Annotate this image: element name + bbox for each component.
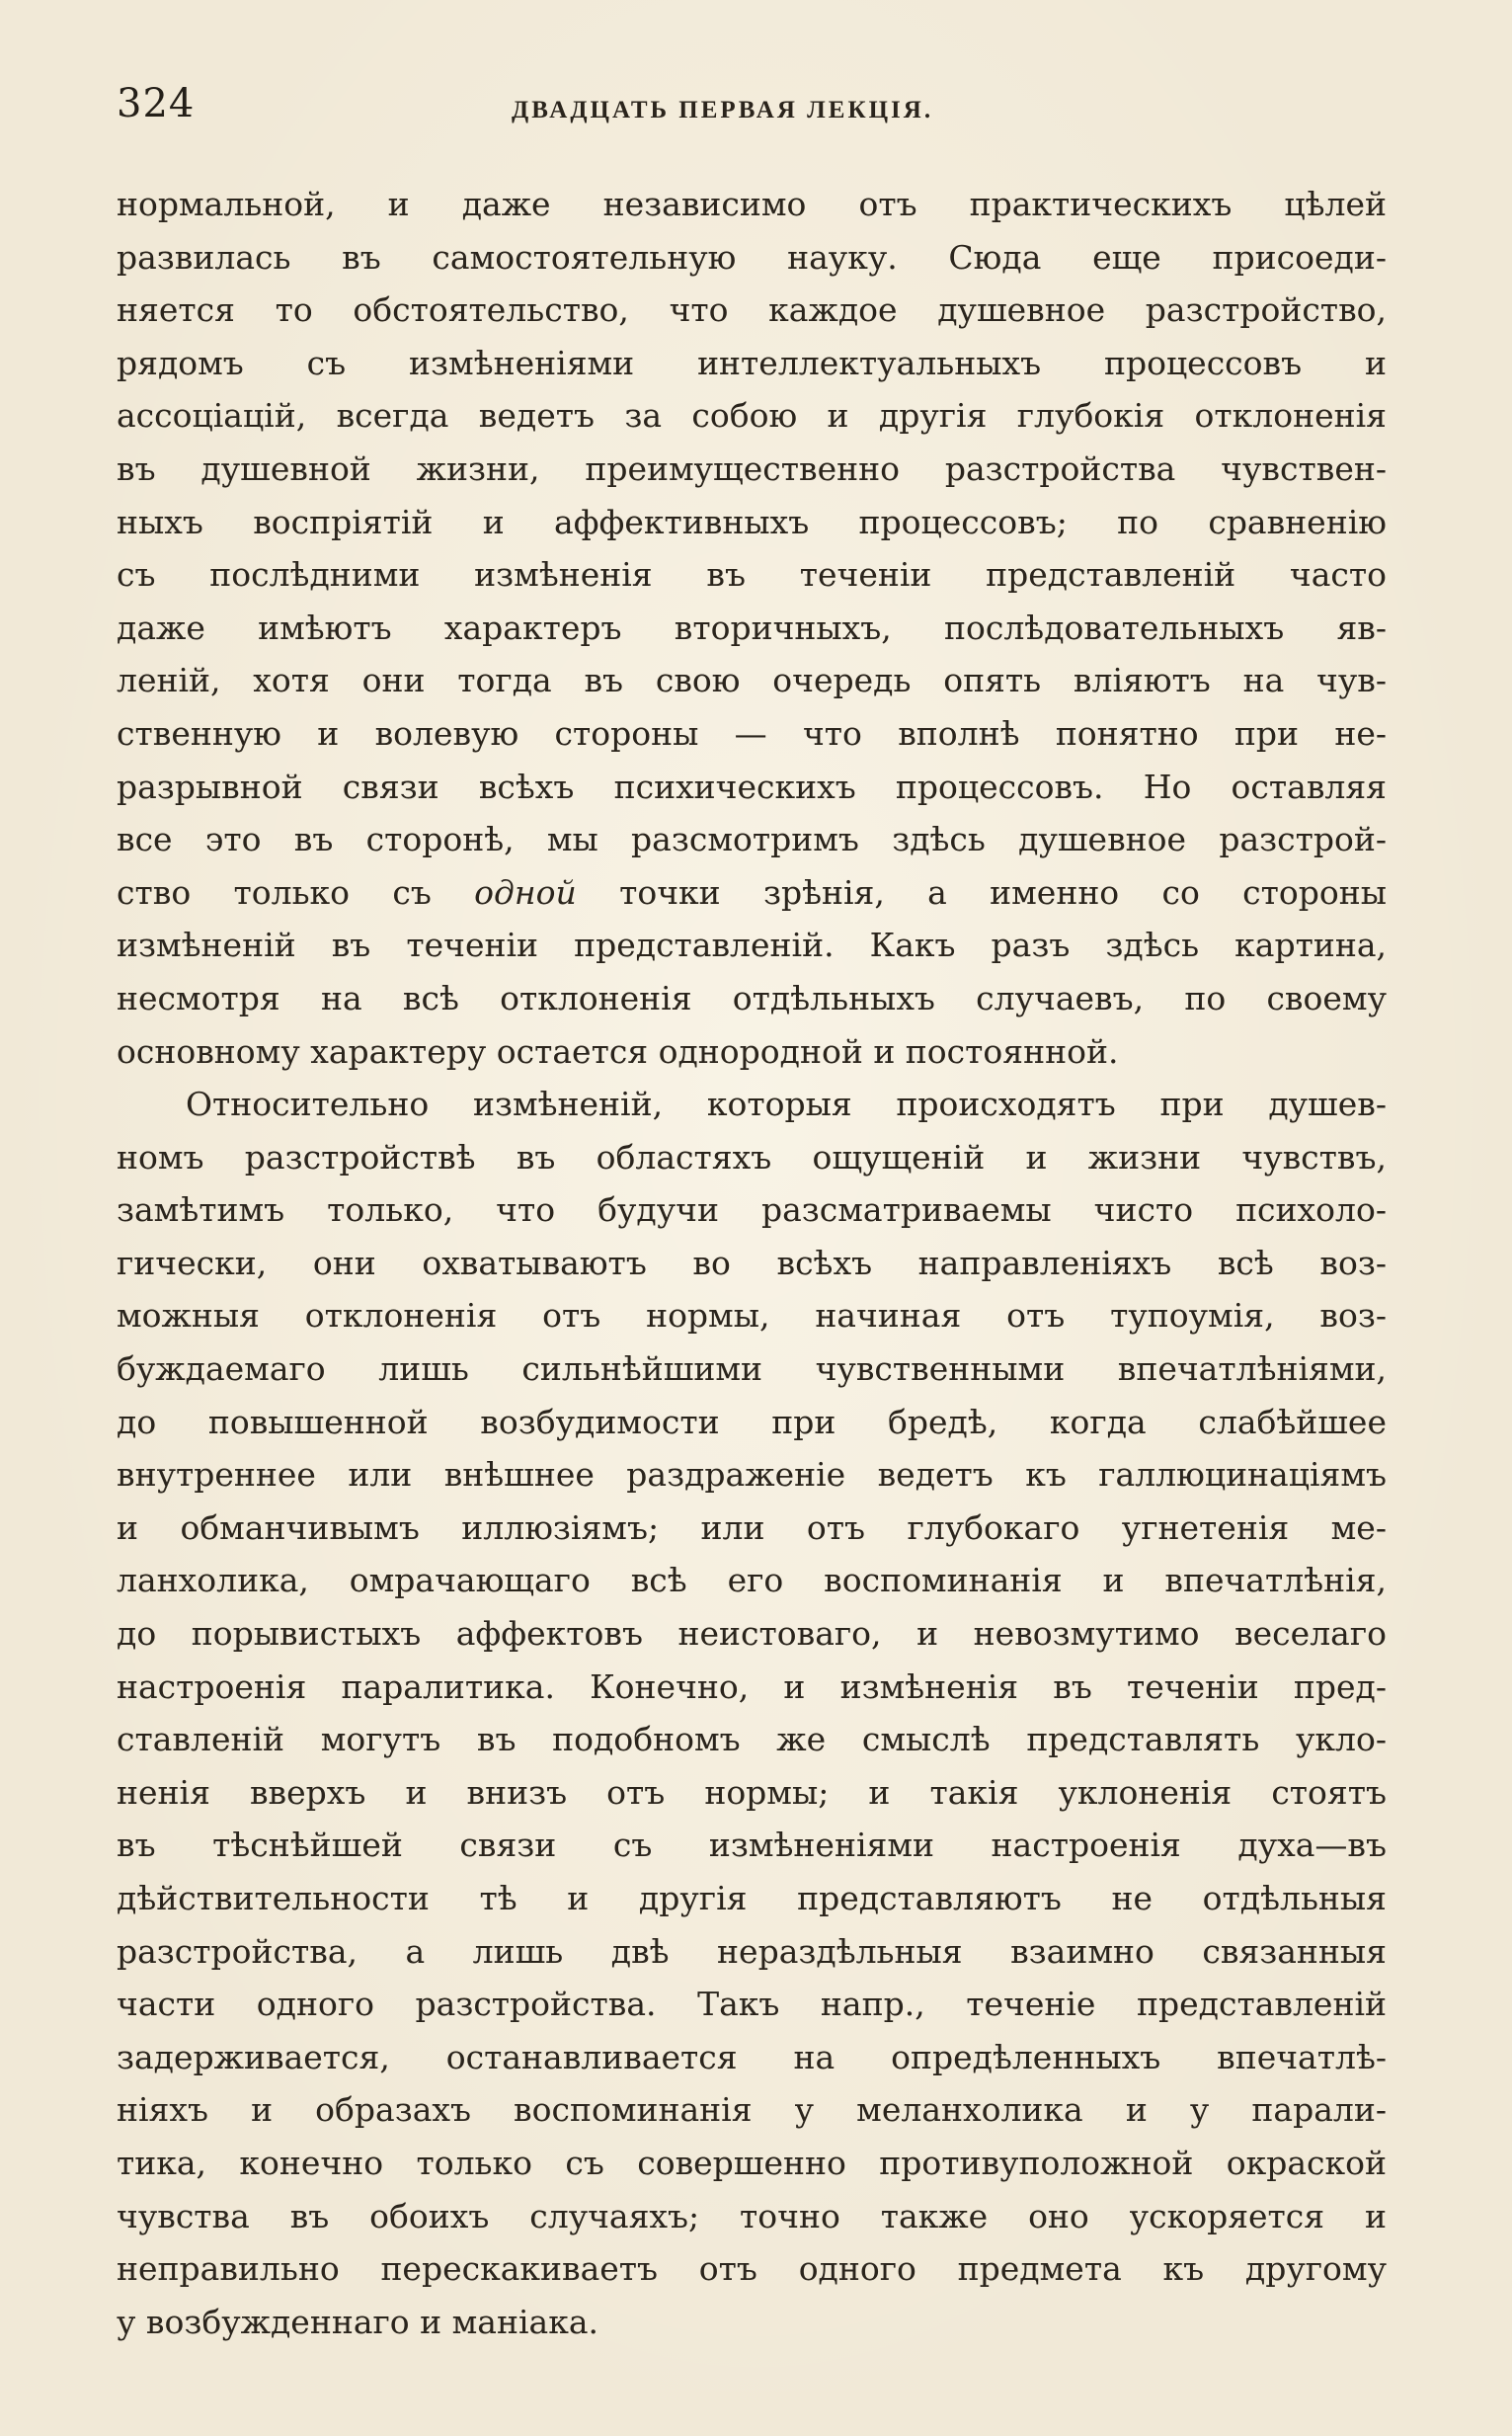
text-line: въ душевной жизни, преимущественно разстройства чувствен- — [117, 448, 1387, 488]
text-line: ственную и волевую стороны — что вполнѣ понятно при не- — [117, 713, 1387, 753]
text-line: части одного разстройства. Такъ напр., теченіе представленій — [117, 1985, 1387, 2024]
text-line: настроенія паралитика. Конечно, и измѣненія въ теченіи пред- — [117, 1666, 1387, 1706]
text-line: буждаемаго лишь сильнѣйшими чувственными впечатлѣніями, — [117, 1349, 1387, 1389]
running-head — [117, 81, 1391, 140]
text-line: чувства въ обоихъ случаяхъ; точно также оно ускоряется и — [117, 2196, 1387, 2235]
text-line: все это въ сторонѣ, мы разсмотримъ здѣсь душевное разстрой- — [117, 820, 1387, 859]
page-number: 324 — [117, 81, 196, 126]
text-line: Относительно измѣненій, которыя происходятъ при душев- — [186, 1085, 1387, 1124]
text-line: разстройства, а лишь двѣ нераздѣльныя взаимно связанныя — [117, 1931, 1387, 1971]
text-line: задерживается, останавливается на опредѣленныхъ впечатлѣ- — [117, 2037, 1387, 2076]
text-line: измѣненій въ теченіи представленій. Какъ разъ здѣсь картина, — [117, 926, 1387, 965]
text-line: можныя отклоненія отъ нормы, начиная отъ тупоумія, воз- — [117, 1296, 1387, 1336]
text-line: несмотря на всѣ отклоненія отдѣльныхъ случаевъ, по своему — [117, 978, 1387, 1017]
text-line: номъ разстройствѣ въ областяхъ ощущеній и жизни чувствъ, — [117, 1137, 1387, 1177]
text-line: няется то обстоятельство, что каждое душевное разстройство, — [117, 290, 1387, 330]
text-line: внутреннее или внѣшнее раздраженіе ведетъ къ галлюцинаціямъ — [117, 1455, 1387, 1495]
paragraph — [117, 1078, 1387, 2348]
text-segment: точки зрѣнія, а именно со стороны — [576, 872, 1387, 912]
emphasized-word: одной — [474, 872, 577, 912]
text-line: ненія вверхъ и внизъ отъ нормы; и такія уклоненія стоятъ — [117, 1772, 1387, 1812]
text-line: и обманчивымъ иллюзіямъ; или отъ глубокаго угнетенія ме- — [117, 1507, 1387, 1547]
text-line: рядомъ съ измѣненіями интеллектуальныхъ процессовъ и — [117, 343, 1387, 382]
text-line: ассоціацій, всегда ведетъ за собою и другія глубокія отклоненія — [117, 396, 1387, 436]
text-line: до порывистыхъ аффектовъ неистоваго, и невозмутимо веселаго — [117, 1614, 1387, 1654]
text-line: развилась въ самостоятельную науку. Сюда еще присоеди- — [117, 237, 1387, 277]
text-segment: ство только съ — [117, 872, 475, 912]
text-line: ныхъ воспріятій и аффективныхъ процессовъ; по сравненію — [117, 502, 1387, 541]
running-title: ДВАДЦАТЬ ПЕРВАЯ ЛЕКЦІЯ. — [512, 97, 934, 123]
text-line: ніяхъ и образахъ воспоминанія у меланхолика и у парали- — [117, 2090, 1387, 2130]
text-line: даже имѣютъ характеръ вторичныхъ, послѣдовательныхъ яв- — [117, 608, 1387, 647]
text-line: нормальной, и даже независимо отъ практическихъ цѣлей — [117, 185, 1387, 223]
text-line: неправильно перескакиваетъ отъ одного предмета къ другому — [117, 2249, 1387, 2289]
text-line: ланхолика, омрачающаго всѣ его воспоминанія и впечатлѣнія, — [117, 1561, 1387, 1600]
text-line: гически, они охватываютъ во всѣхъ направленіяхъ всѣ воз- — [117, 1243, 1387, 1282]
paragraph — [117, 178, 1387, 1078]
text-line: до повышенной возбудимости при бредѣ, когда слабѣйшее — [117, 1402, 1387, 1441]
text-body — [117, 178, 1387, 2348]
text-line: леній, хотя они тогда въ свою очередь опять вліяютъ на чув- — [117, 661, 1387, 700]
text-line: дѣйствительности тѣ и другія представляютъ не отдѣльныя — [117, 1879, 1387, 1917]
text-line: у возбужденнаго и маніака. — [117, 2302, 598, 2341]
text-line: ставленій могутъ въ подобномъ же смыслѣ представлять укло- — [117, 1720, 1387, 1759]
text-line: основному характеру остается однородной и постоянной. — [117, 1031, 1119, 1071]
text-line: тика, конечно только съ совершенно противуположной окраской — [117, 2143, 1387, 2182]
text-line — [117, 866, 1387, 920]
text-line: замѣтимъ только, что будучи разсматриваемы чисто психоло- — [117, 1190, 1387, 1230]
text-line: разрывной связи всѣхъ психическихъ процессовъ. Но оставляя — [117, 767, 1387, 806]
text-line: въ тѣснѣйшей связи съ измѣненіями настроенія духа—въ — [117, 1826, 1387, 1865]
text-line: съ послѣдними измѣненія въ теченіи представленій часто — [117, 555, 1387, 595]
